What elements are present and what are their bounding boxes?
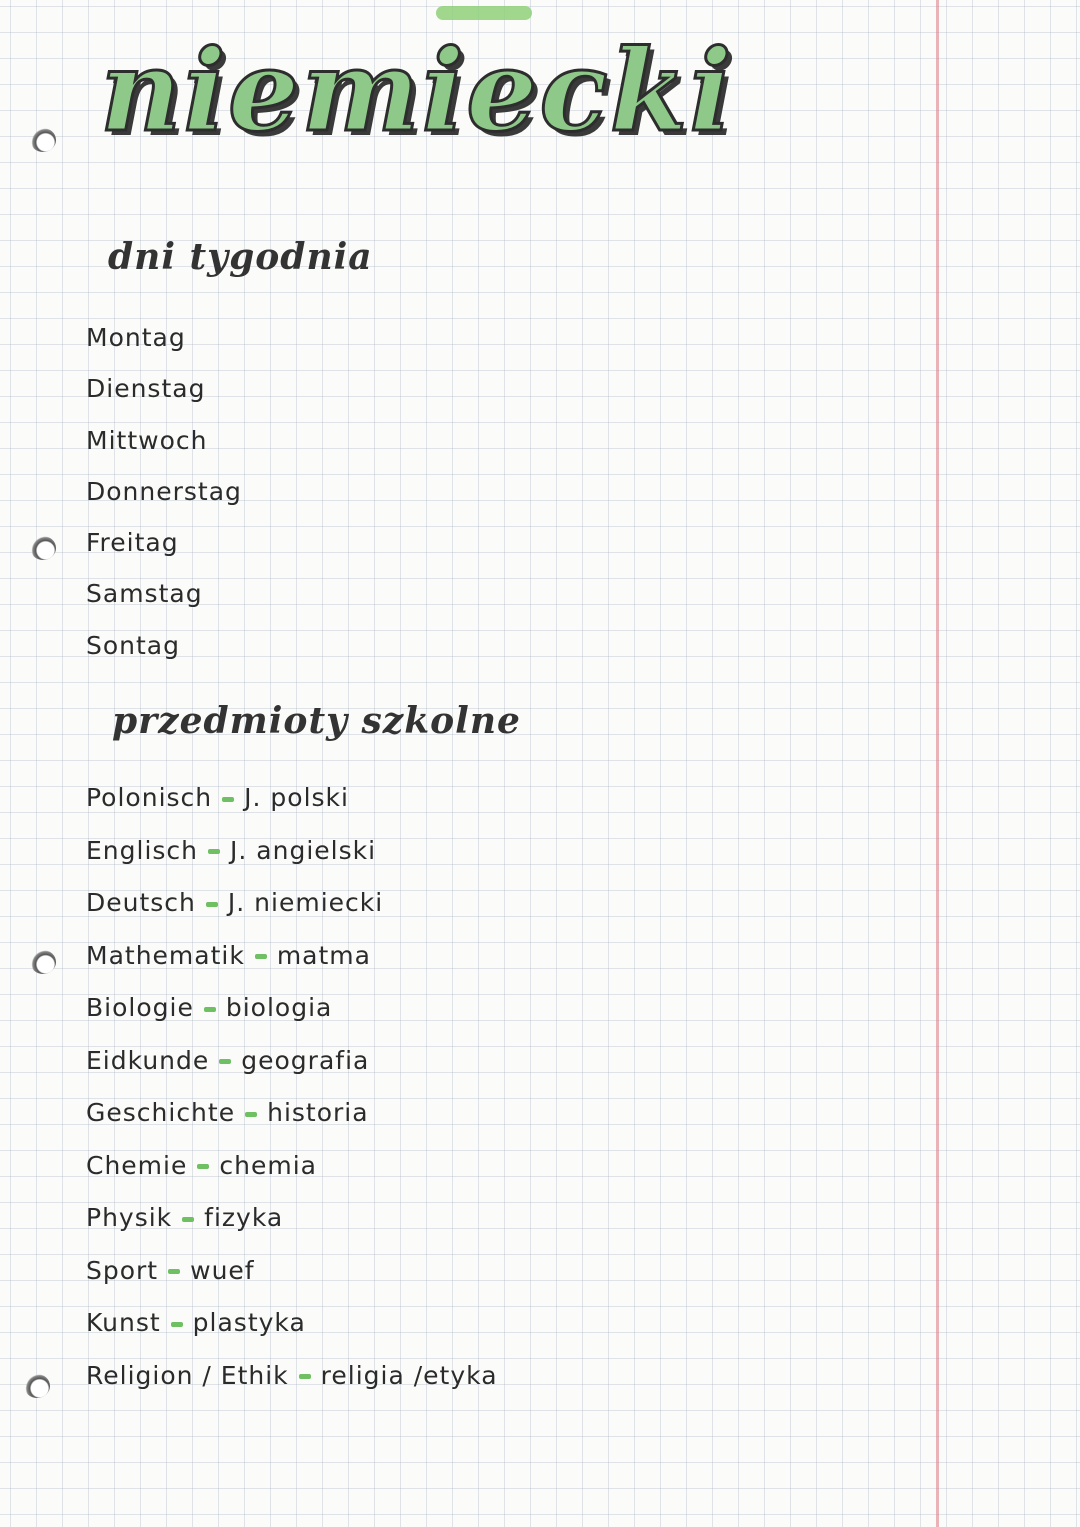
dash-mark: [204, 1007, 216, 1012]
margin-line: [936, 0, 939, 1527]
term-de: Biologie: [86, 993, 194, 1022]
list-item: [86, 988, 498, 1041]
list-item: Mittwoch: [86, 425, 208, 455]
list-item: [86, 1041, 498, 1094]
list-item: [86, 1251, 498, 1304]
dash-mark: [219, 1059, 231, 1064]
term-pl: wuef: [190, 1255, 255, 1285]
dash-mark: [206, 902, 218, 907]
term-pl: plastyka: [192, 1308, 306, 1337]
page-title: niemiecki: [100, 26, 734, 157]
term-de: Mathematik: [86, 940, 245, 970]
dash-mark: [182, 1217, 194, 1222]
section-heading-subjects: przedmioty szkolne: [112, 700, 521, 742]
list-item: [86, 1198, 498, 1251]
list-item: [86, 778, 498, 831]
list-item: Dienstag: [86, 374, 206, 404]
dash-mark: [171, 1322, 183, 1327]
list-item: [86, 936, 498, 989]
term-pl: religia /etyka: [320, 1360, 498, 1390]
list-item: [86, 1093, 498, 1146]
punch-hole: [24, 1374, 50, 1398]
term-de: Religion / Ethik: [86, 1360, 289, 1390]
highlighter-mark: [436, 6, 532, 20]
section-heading-days: dni tygodnia: [108, 236, 373, 278]
list-item: [86, 1303, 498, 1356]
dash-mark: [299, 1374, 311, 1379]
term-de: Geschichte: [86, 1098, 236, 1127]
punch-hole: [30, 536, 56, 560]
term-pl: biologia: [225, 993, 333, 1022]
punch-hole: [30, 950, 56, 974]
term-pl: matma: [276, 940, 371, 970]
list-item: [86, 1356, 498, 1409]
list-item: [86, 831, 498, 884]
term-de: Eidkunde: [86, 1045, 210, 1075]
term-pl: J. niemiecki: [227, 888, 384, 917]
dash-mark: [168, 1269, 180, 1274]
term-de: Kunst: [86, 1308, 161, 1337]
dash-mark: [197, 1164, 209, 1169]
dash-mark: [245, 1112, 257, 1117]
subjects-list: [86, 778, 498, 1408]
term-pl: geografia: [241, 1045, 370, 1075]
term-pl: historia: [267, 1098, 369, 1127]
list-item: Freitag: [86, 528, 179, 558]
dash-mark: [222, 797, 234, 802]
days-list: [86, 318, 242, 677]
dash-mark: [208, 849, 220, 854]
term-pl: fizyka: [204, 1203, 284, 1232]
list-item: [86, 883, 498, 936]
term-de: Physik: [86, 1203, 173, 1232]
term-pl: chemia: [219, 1150, 317, 1180]
term-de: Sport: [86, 1255, 159, 1285]
list-item: Sontag: [86, 630, 181, 660]
term-de: Deutsch: [86, 888, 196, 917]
term-pl: J. polski: [244, 783, 349, 812]
list-item: Montag: [86, 323, 186, 352]
term-de: Polonisch: [86, 783, 213, 812]
list-item: Donnerstag: [86, 476, 242, 506]
term-pl: J. angielski: [230, 835, 377, 865]
list-item: [86, 1146, 498, 1199]
dash-mark: [255, 954, 267, 959]
term-de: Chemie: [86, 1150, 188, 1180]
term-de: Englisch: [86, 835, 199, 865]
punch-hole: [30, 128, 56, 152]
list-item: Samstag: [86, 579, 203, 609]
